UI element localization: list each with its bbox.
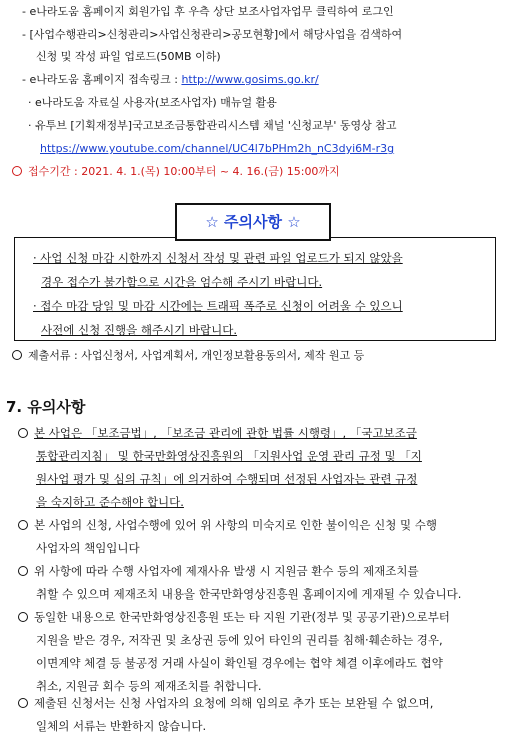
- deadline-text: 접수기간 : 2021. 4. 1.(목) 10:00부터 ~ 4. 16.(금) 15:00까지: [28, 165, 340, 178]
- caution-4-line-4: 취소, 지원금 회수 등의 제재조치를 취합니다.: [36, 679, 262, 693]
- step-login: - e나라도움 홈페이지 회원가입 후 우측 상단 보조사업자업무 클릭하여 로그인: [22, 5, 394, 18]
- notice-title: ☆ 주의사항 ☆: [175, 203, 331, 241]
- caution-1-line-3: 원사업 평가 및 심의 규칙」에 의거하여 수행되며 선정된 사업자는 관련 규정: [36, 472, 418, 486]
- notice-line-3: · 접수 마감 당일 및 마감 시간에는 트래픽 폭주로 신청이 어려울 수 있으니: [33, 299, 403, 313]
- deadline-line: [12, 164, 340, 180]
- step-link: [22, 72, 319, 88]
- notice-line-4: 사전에 신청 진행을 해주시기 바랍니다.: [41, 323, 238, 337]
- bullet-circle-icon: [12, 350, 22, 360]
- caution-item-1: [18, 422, 498, 514]
- youtube-link[interactable]: https://www.youtube.com/channel/UC4l7bPHm2h_nC3dyi6M-r3g: [40, 142, 395, 155]
- caution-4-line-1: 동일한 내용으로 한국만화영상진흥원 또는 타 지원 기관(정부 및 공공기관)으로부터: [34, 610, 450, 624]
- notice-frame: [14, 237, 496, 341]
- bullet-circle-icon: [18, 428, 28, 438]
- step-upload-cont: 신청 및 작성 파일 업로드(50MB 이하): [36, 50, 221, 63]
- caution-item-2: [18, 514, 498, 560]
- caution-2-line-1: 본 사업의 신청, 사업수행에 있어 위 사항의 미숙지로 인한 불이익은 신청 및 수행: [34, 518, 438, 532]
- caution-item-5: [18, 692, 498, 738]
- gosims-link[interactable]: http://www.gosims.go.kr/: [181, 73, 319, 86]
- bullet-circle-icon: [18, 612, 28, 622]
- bullet-circle-icon: [18, 698, 28, 708]
- bullet-circle-icon: [18, 520, 28, 530]
- bullet-circle-icon: [12, 166, 22, 176]
- bullet-circle-icon: [18, 566, 28, 576]
- manual-note: · e나라도움 자료실 사용자(보조사업자) 매뉴얼 활용: [28, 96, 277, 109]
- caution-3-line-2: 취할 수 있으며 제재조치 내용을 한국만화영상진흥원 홈페이지에 게재될 수 있습니다.: [36, 587, 462, 601]
- caution-5-line-1: 제출된 신청서는 신청 사업자의 요청에 의해 임의로 추가 또는 보완될 수 없으며,: [34, 696, 434, 710]
- caution-2-line-2: 사업자의 책임입니다: [36, 541, 140, 555]
- caution-item-3: [18, 560, 498, 606]
- caution-4-line-2: 지원을 받은 경우, 저작권 및 초상권 등에 있어 타인의 권리를 침해·훼손하는 경우,: [36, 633, 443, 647]
- caution-1-line-4: 을 숙지하고 준수해야 합니다.: [36, 495, 184, 509]
- notice-line-1: · 사업 신청 마감 시한까지 신청서 작성 및 관련 파일 업로드가 되지 않았을: [33, 251, 403, 265]
- caution-1-line-2: 통합관리지침」 및 한국만화영상진흥원의 「지원사업 운영 관리 규정 및 「지: [36, 449, 422, 463]
- notice-body: [33, 246, 491, 342]
- caution-item-4: [18, 606, 498, 698]
- step-link-label: - e나라도움 홈페이지 접속링크 :: [22, 73, 182, 86]
- caution-1-line-1: 본 사업은 「보조금법」, 「보조금 관리에 관한 법률 시행령」, 「국고보조금: [34, 426, 417, 440]
- youtube-note: · 유투브 [기획재정부]국고보조금통합관리시스템 채널 '신청교부' 동영상 참고: [28, 119, 397, 132]
- section-title: 7. 유의사항: [6, 398, 86, 416]
- notice-line-2: 경우 접수가 불가함으로 시간을 엄수해 주시기 바랍니다.: [41, 275, 323, 289]
- documents-text: 제출서류 : 사업신청서, 사업계획서, 개인정보활용동의서, 제작 원고 등: [28, 349, 365, 362]
- caution-4-line-3: 이면계약 체결 등 불공정 거래 사실이 확인될 경우에는 협약 체결 이후에라도 협약: [36, 656, 443, 670]
- caution-3-line-1: 위 사항에 따라 수행 사업자에 제재사유 발생 시 지원금 환수 등의 제재조치를: [34, 564, 419, 578]
- caution-5-line-2: 일체의 서류는 반환하지 않습니다.: [36, 719, 207, 733]
- documents-line: [12, 348, 364, 364]
- step-upload: - [사업수행관리>신청관리>사업신청관리>공모현황]에서 해당사업을 검색하여: [22, 28, 403, 41]
- youtube-link-line: [40, 141, 394, 157]
